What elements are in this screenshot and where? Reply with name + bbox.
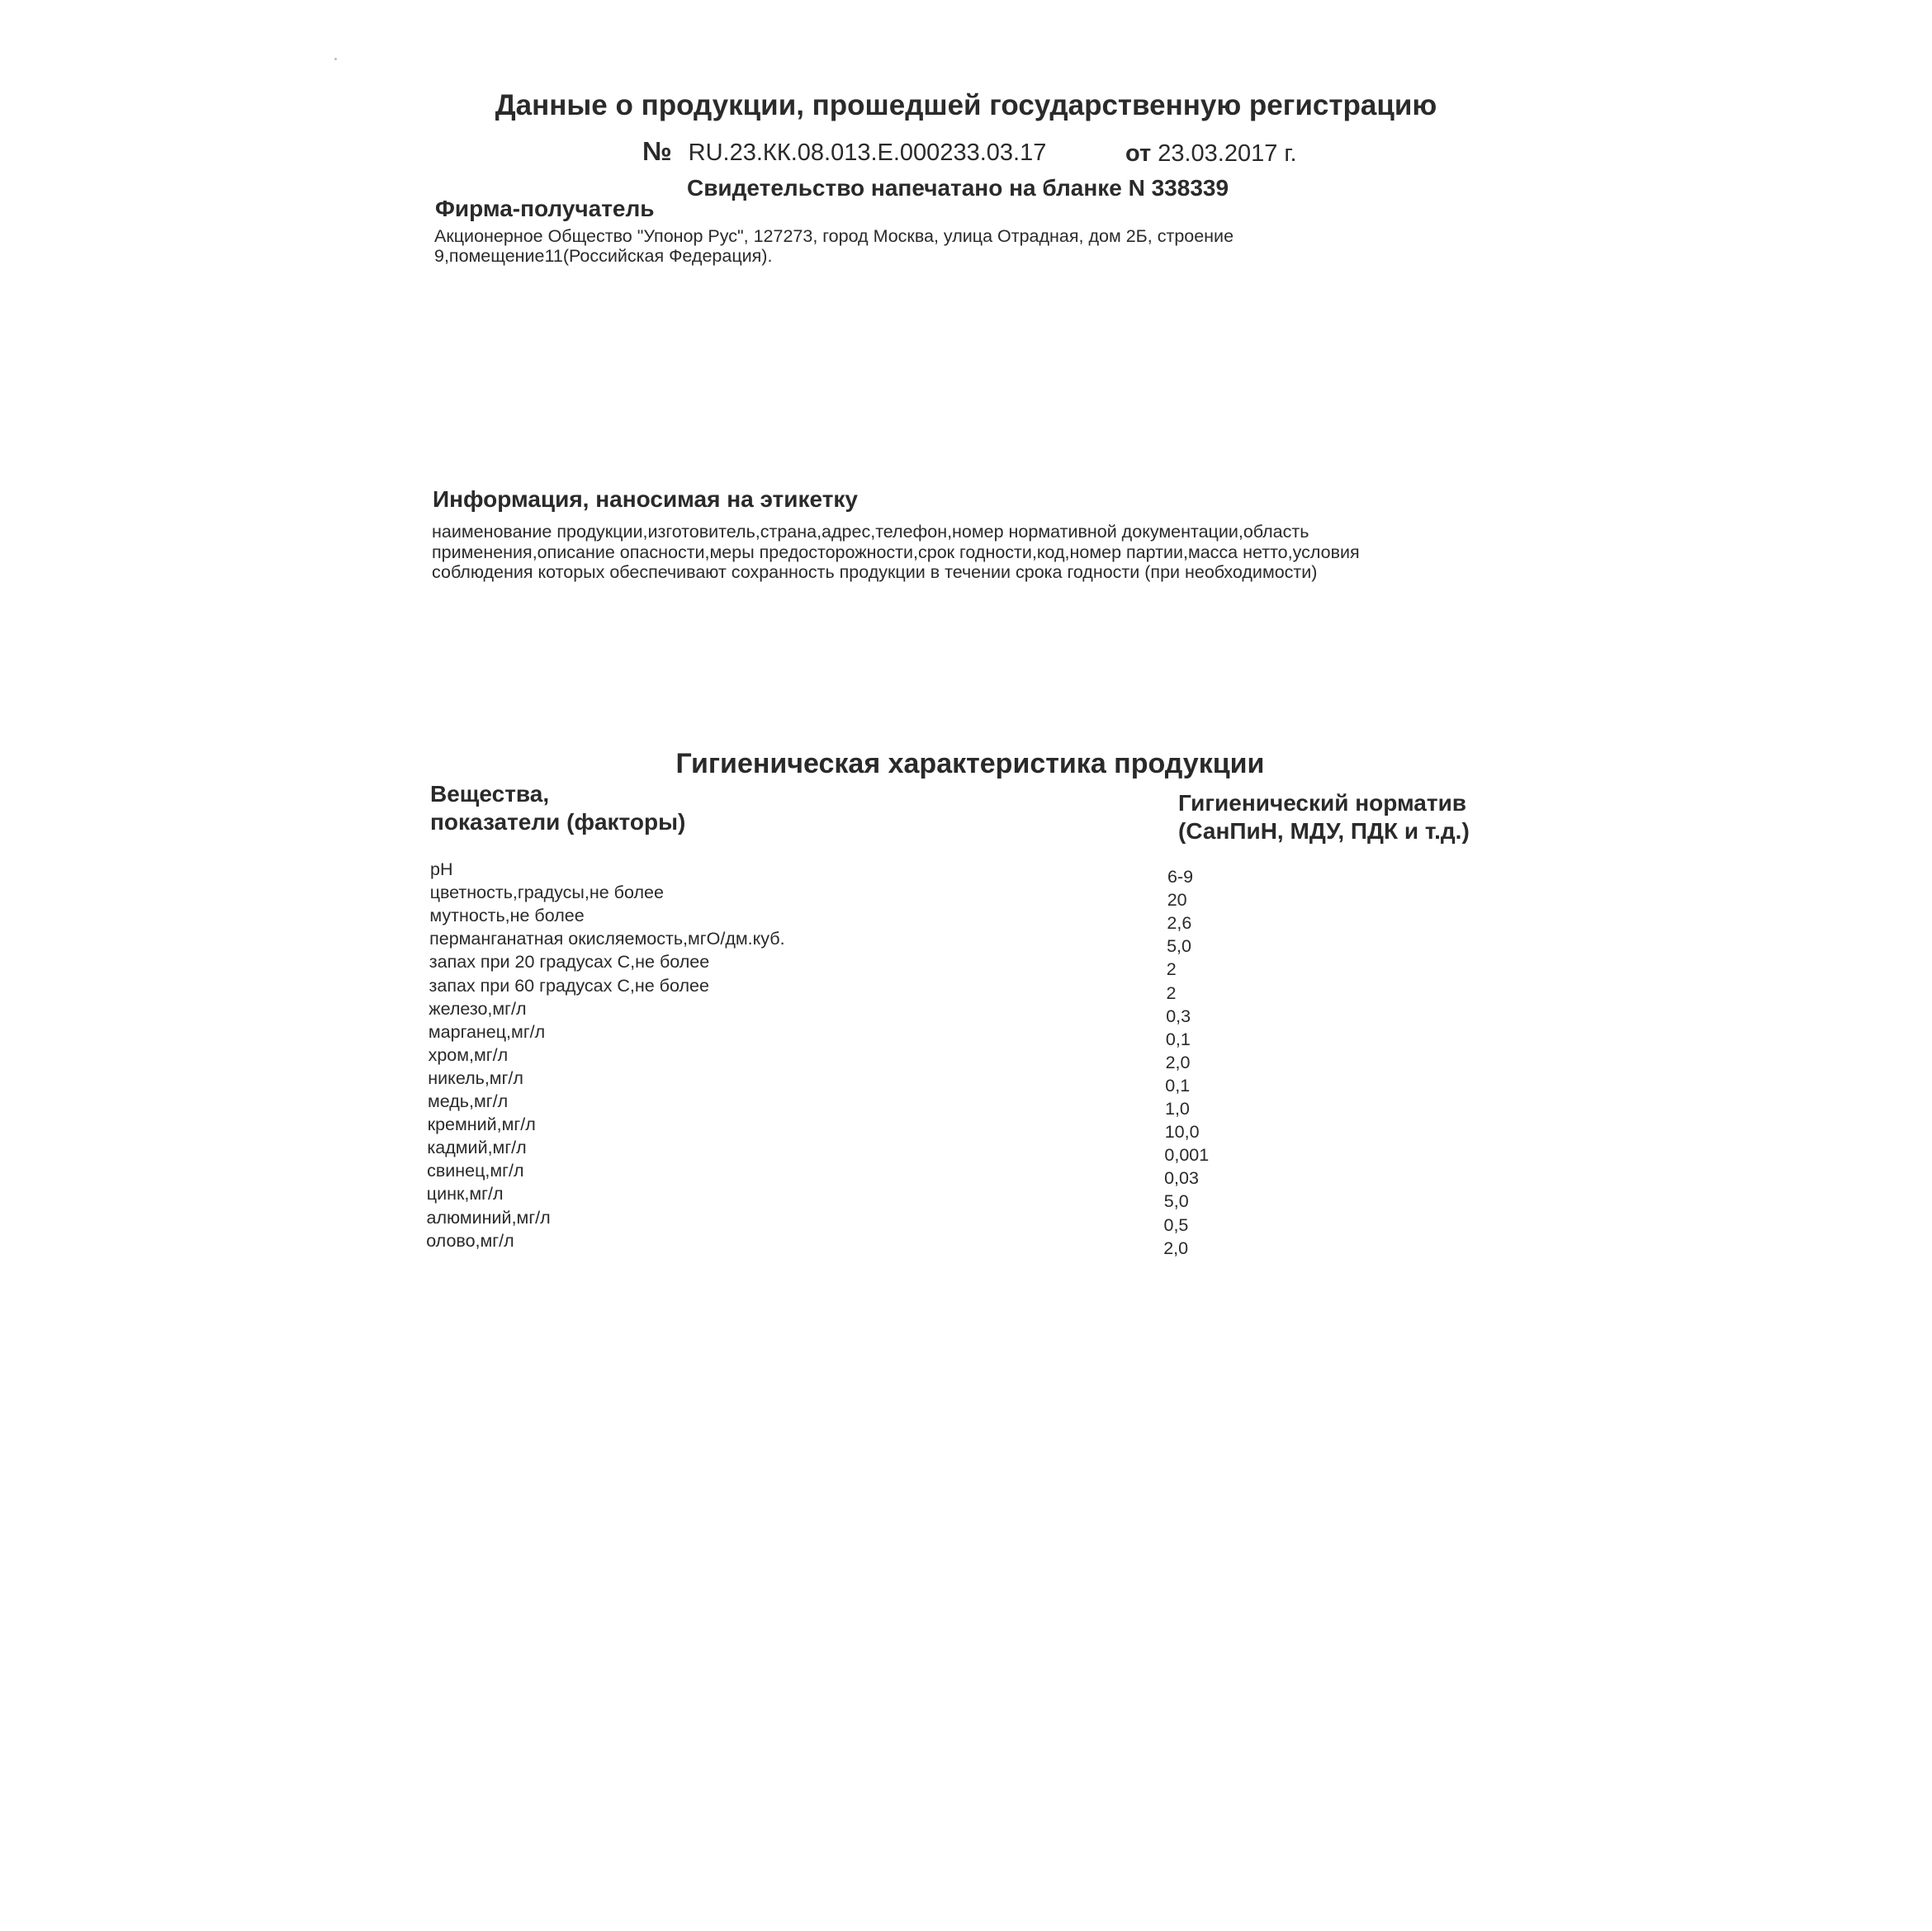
substances-header-line1: Вещества, [430,781,550,807]
param-name: хром,мг/л [428,1044,509,1065]
norm-header-line2: (СанПиН, МДУ, ПДК и т.д.) [1178,818,1470,844]
param-name: свинец,мг/л [427,1161,524,1181]
substances-header-line2: показатели (факторы) [430,809,686,835]
param-name: медь,мг/л [428,1091,509,1111]
label-info-text: наименование продукции,изготовитель,страна,адрес,телефон,номер нормативной документации,область применения,описание опасности,меры предосторожности,срок годности,код,номер партии,масса нетто,условия соблюдения которых обеспечивают сохранность продукции в течении срока годности (при необходимости) [432,522,1360,582]
param-name: pH [430,859,453,879]
param-name: перманганатная окисляемость,мгО/дм.куб. [429,929,785,949]
param-name: запах при 60 градусах С,не более [429,975,709,996]
param-name: олово,мг/л [426,1230,514,1251]
param-name: мутность,не более [429,906,585,926]
param-name: запах при 20 градусах С,не более [429,952,710,973]
document-title: Данные о продукции, прошедшей государственную регистрацию [495,89,1437,121]
norm-column-header [1178,789,1470,845]
param-name: никель,мг/л [428,1067,523,1088]
param-value: 2,0 [1165,1052,1191,1072]
certificate-date: 23.03.2017 г. [1158,140,1297,167]
certificate-date-line [1125,140,1297,168]
param-value: 2 [1166,959,1177,980]
norm-header-line1: Гигиенический норматив [1178,790,1467,816]
param-value: 2,6 [1167,913,1192,934]
param-value: 6-9 [1167,867,1194,887]
param-value: 1,0 [1165,1099,1190,1119]
recipient-text: Акционерное Общество "Упонор Рус", 127273, город Москва, улица Отрадная, дом 2Б, строение 9,помещение11(Российская Федерация). [434,226,1234,266]
param-name: цветность,градусы,не более [429,883,664,903]
param-value: 0,3 [1166,1006,1191,1026]
certificate-number-line [642,136,1046,167]
param-value: 10,0 [1164,1122,1200,1143]
param-name: алюминий,мг/л [426,1207,551,1228]
param-value: 5,0 [1167,936,1191,957]
date-prefix: от [1125,140,1152,167]
number-sign: № [642,136,672,166]
param-value: 2,0 [1163,1238,1189,1258]
param-value: 0,5 [1163,1214,1189,1235]
param-name: цинк,мг/л [426,1184,504,1205]
param-value: 0,1 [1165,1029,1191,1049]
blank-number-line: Свидетельство напечатано на бланке N 338339 [687,175,1229,201]
param-value: 0,1 [1165,1075,1191,1096]
substances-column-header [430,780,685,836]
param-value: 20 [1167,890,1187,911]
param-value: 5,0 [1163,1191,1189,1212]
param-name: марганец,мг/л [428,1021,546,1042]
param-name: железо,мг/л [429,998,527,1019]
certificate-number: RU.23.КК.08.013.Е.000233.03.17 [688,140,1047,166]
param-name: кадмий,мг/л [427,1138,527,1158]
param-value: 0,001 [1164,1145,1210,1166]
hygiene-heading: Гигиеническая характеристика продукции [675,748,1265,779]
param-value: 0,03 [1164,1168,1199,1189]
scan-speck [334,58,337,60]
param-value: 2 [1166,982,1177,1003]
label-info-heading: Информация, наносимая на этикетку [433,486,858,512]
recipient-heading: Фирма-получатель [435,196,655,221]
param-name: кремний,мг/л [427,1115,536,1135]
